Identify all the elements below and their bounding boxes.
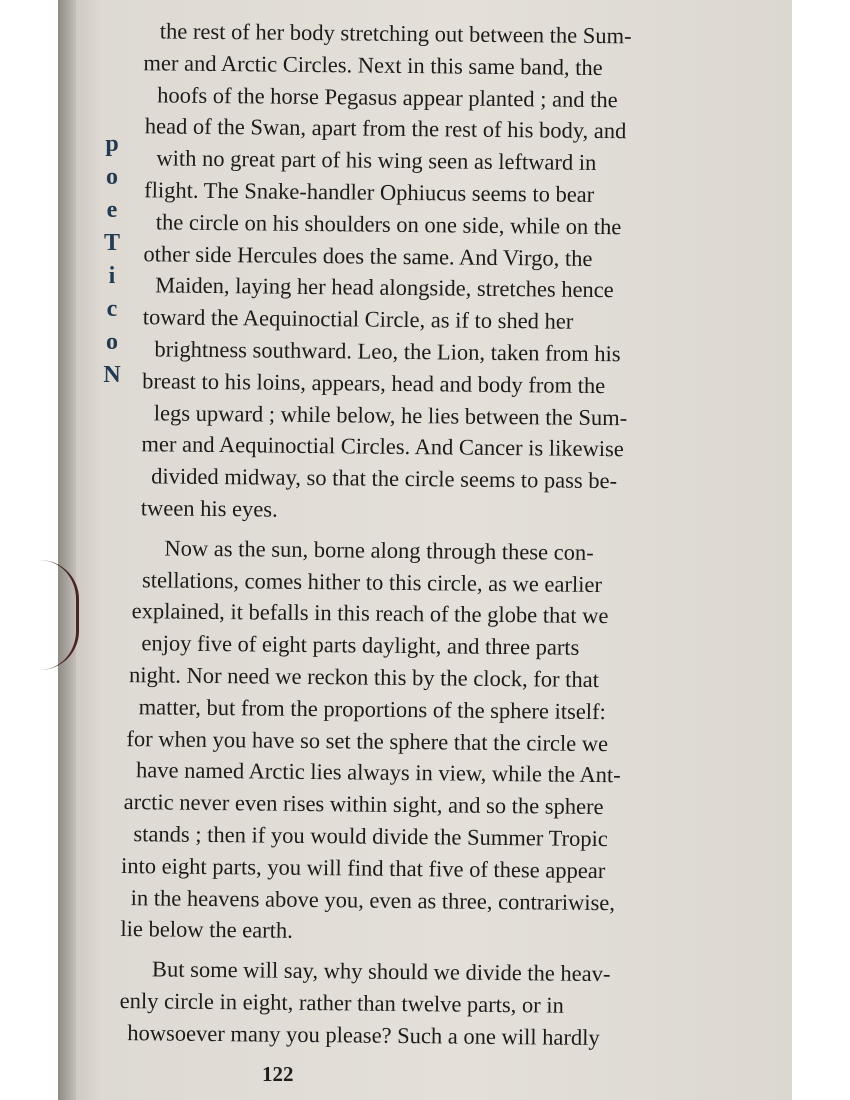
text-line: with no great part of his wing seen as leftward in	[156, 145, 597, 176]
margin-title-letter: p	[105, 131, 119, 157]
text-line: have named Arctic lies always in view, while the Ant-	[135, 757, 621, 788]
text-line: enjoy five of eight parts daylight, and three parts	[141, 630, 580, 660]
text-line: in the heavens above you, even as three, contrariwise,	[130, 884, 616, 915]
text-line: night. Nor need we reckon this by the clock, for that	[128, 662, 600, 692]
text-line: tween his eyes.	[140, 495, 278, 522]
margin-title-letter: e	[106, 197, 118, 223]
margin-title-letter: o	[106, 329, 118, 355]
margin-title-letter: T	[103, 230, 120, 256]
text-line: But some will say, why should we divide the heav-	[151, 956, 611, 987]
text-line: enly circle in eight, rather than twelve parts, or in	[119, 987, 565, 1018]
text-line: mer and Arctic Circles. Next in this same band, the	[143, 50, 603, 80]
text-line: flight. The Snake-handler Ophiucus seems to bear	[144, 177, 595, 207]
text-line: into eight parts, you will find that five of these appear	[120, 852, 606, 883]
text-line: the circle on his shoulders on one side, while on the	[155, 209, 622, 240]
text-line: divided midway, so that the circle seems to pass be-	[151, 463, 618, 494]
text-line: other side Hercules does the same. And Virgo, the	[143, 240, 593, 271]
text-line: hoofs of the horse Pegasus appear planted ; and the	[157, 81, 618, 112]
text-line: stellations, comes hither to this circle, as we earlier	[141, 566, 603, 597]
text-line: Now as the sun, borne along through these con-	[164, 535, 594, 565]
margin-title-letter: N	[103, 362, 121, 388]
text-line: legs upward ; while below, he lies between the Sum-	[153, 399, 628, 430]
text-line: arctic never even rises within sight, and so the sphere	[123, 789, 604, 820]
text-line: mer and Aequinoctial Circles. And Cancer is likewise	[141, 431, 625, 462]
text-line: the rest of her body stretching out between the Sum-	[159, 18, 632, 49]
margin-title-letter: c	[106, 296, 118, 322]
text-line: toward the Aequinoctial Circle, as if to shed her	[142, 304, 574, 334]
book-gutter-shadow	[58, 0, 76, 1100]
text-line: lie below the earth.	[120, 916, 293, 944]
text-line: stands ; then if you would divide the Summer Tropic	[133, 821, 608, 852]
text-line: for when you have so set the sphere that the circle we	[126, 725, 609, 756]
text-line: explained, it befalls in this reach of the globe that we	[131, 598, 609, 629]
text-line: matter, but from the proportions of the sphere itself:	[138, 693, 606, 724]
text-line: howsoever many you please? Such a one will hardly	[127, 1019, 600, 1050]
margin-title-letter: i	[108, 263, 116, 289]
text-line: Maiden, laying her head alongside, stretches hence	[155, 272, 614, 303]
page-number: 122	[262, 1062, 294, 1086]
text-line: head of the Swan, apart from the rest of his body, and	[144, 113, 627, 144]
text-line: brightness southward. Leo, the Lion, taken from his	[154, 336, 621, 367]
margin-title-letter: o	[106, 164, 118, 190]
body-text	[108, 15, 742, 1055]
text-line: breast to his loins, appears, head and body from the	[142, 367, 606, 398]
